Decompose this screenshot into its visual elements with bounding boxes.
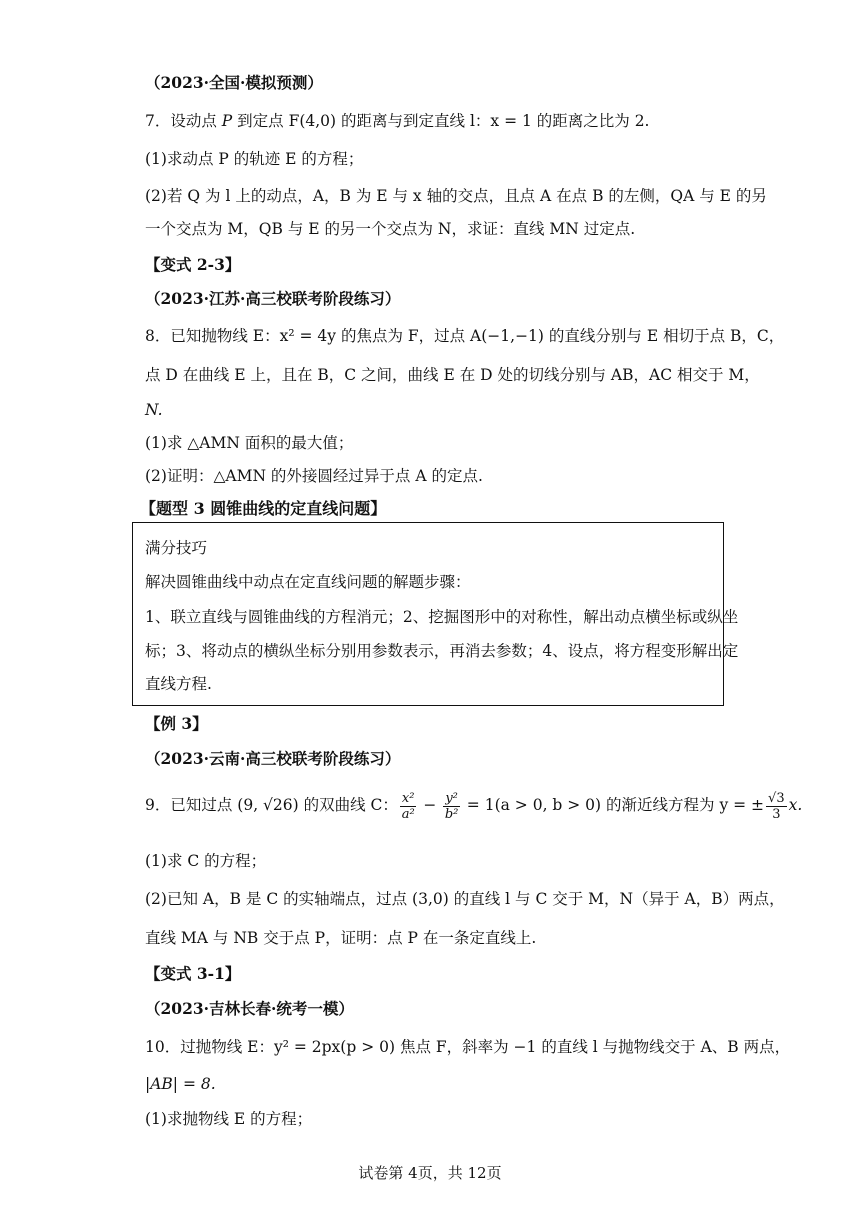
- q10-stem-line2: |AB| = 8.: [145, 1075, 216, 1093]
- q7-source: （2023·全国·模拟预测）: [145, 73, 323, 92]
- q9-part1: (1)求 C 的方程；: [145, 852, 267, 870]
- q7-part2-line2: 一个交点为 M，QB 与 E 的另一个交点为 N，求证：直线 MN 过定点.: [145, 220, 636, 238]
- q9-stem: 9．已知过点 (9, √26) 的双曲线 C： $\frac{\text{x²}}{\text{a²}}$ − $\frac{\text{y²}}{\text{b²}}$ = 1(a > 0, b > 0) 的渐近线方程为 y = ± $\frac{√3}{3}$ x.: [145, 790, 803, 822]
- tips-box: [132, 522, 739, 706]
- q7-part2-line1: (2)若 Q 为 l 上的动点，A，B 为 E 与 x 轴的交点，且点 A 在点 B 的左侧，QA 与 E 的另: [145, 187, 767, 205]
- variant-2-3-label: 【变式 2-3】: [145, 255, 241, 274]
- type-3-heading: 【题型 3 圆锥曲线的定直线问题】: [140, 499, 387, 518]
- tips-line4: 直线方程.: [145, 675, 212, 693]
- q9-part2-line2: 直线 MA 与 NB 交于点 P，证明：点 P 在一条定直线上.: [145, 929, 537, 947]
- fraction-y2-b2: $\frac{\text{y²}}{\text{b²}}$: [444, 790, 459, 822]
- q9-part2-line1: (2)已知 A，B 是 C 的实轴端点，过点 (3,0) 的直线 l 与 C 交于 M，N（异于 A，B）两点，: [145, 890, 785, 908]
- q9-source: （2023·云南·高三校联考阶段练习）: [145, 749, 401, 768]
- q8-stem-line3: N.: [145, 401, 163, 419]
- fraction-x2-a2: $\frac{\text{x²}}{\text{a²}}$: [401, 790, 415, 822]
- tips-title: 满分技巧: [145, 539, 208, 557]
- q7-stem: 7．设动点 P 到定点 F(4,0) 的距离与到定直线 l：x = 1 的距离之比为 2.: [145, 112, 650, 130]
- variant-3-1-label: 【变式 3-1】: [145, 964, 241, 983]
- fraction-sqrt3-3: $\frac{√3}{3}$: [768, 790, 785, 822]
- q8-part1: (1)求 △AMN 面积的最大值；: [145, 434, 354, 452]
- tips-line1: 解决圆锥曲线中动点在定直线问题的解题步骤：: [145, 573, 471, 591]
- q8-stem-line1: 8．已知抛物线 E：x² = 4y 的焦点为 F，过点 A(−1,−1) 的直线分别与 E 相切于点 B，C，: [145, 327, 785, 345]
- q10-stem-line1: 10．过抛物线 E：y² = 2px(p > 0) 焦点 F，斜率为 −1 的直线 l 与抛物线交于 A、B 两点，: [145, 1038, 791, 1056]
- q8-source: （2023·江苏·高三校联考阶段练习）: [145, 289, 401, 308]
- tips-line3: 标；3、将动点的横纵坐标分别用参数表示，再消去参数；4、设点，将方程变形解出定: [145, 642, 739, 660]
- page-footer: 试卷第 4页，共 12页: [358, 1164, 502, 1182]
- q7-part1: (1)求动点 P 的轨迹 E 的方程；: [145, 150, 364, 168]
- example-3-label: 【例 3】: [145, 714, 208, 733]
- q8-part2: (2)证明：△AMN 的外接圆经过异于点 A 的定点.: [145, 467, 483, 485]
- tips-line2: 1、联立直线与圆锥曲线的方程消元；2、挖掘图形中的对称性，解出动点横坐标或纵坐: [145, 608, 739, 626]
- q10-part1: (1)求抛物线 E 的方程；: [145, 1110, 313, 1128]
- q10-source: （2023·吉林长春·统考一模）: [145, 999, 354, 1018]
- q8-stem-line2: 点 D 在曲线 E 上，且在 B，C 之间，曲线 E 在 D 处的切线分别与 AB，AC 相交于 M，: [145, 366, 760, 384]
